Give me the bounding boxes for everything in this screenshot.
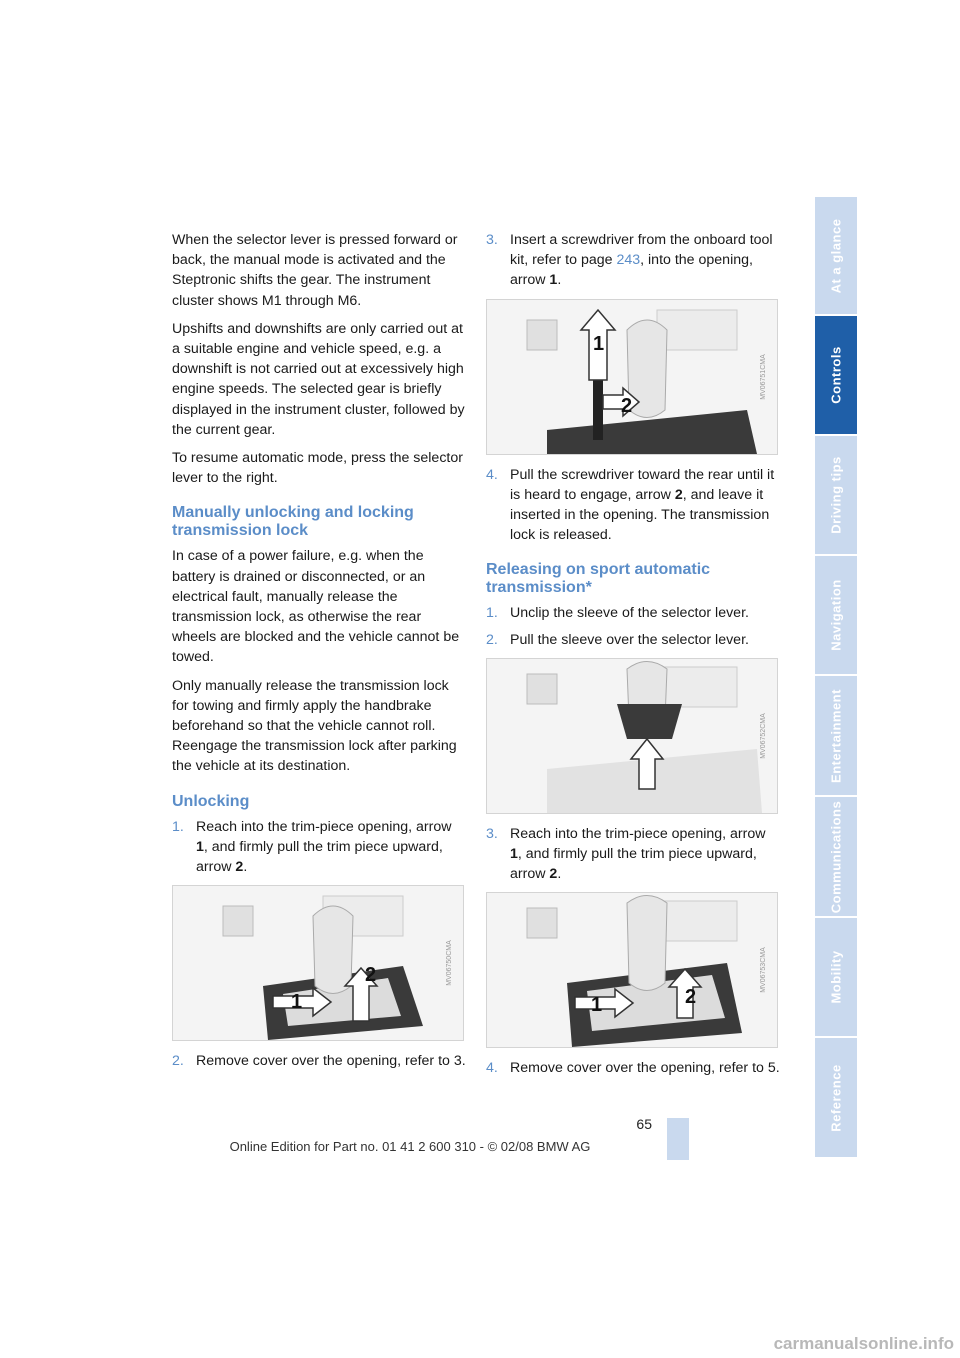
sport-step-4: 4. Remove cover over the opening, refer to 5. bbox=[486, 1058, 780, 1078]
arrow-label-2: 2 bbox=[685, 986, 697, 1009]
figure-code: MV06753CMA bbox=[759, 947, 767, 994]
tab-at-a-glance[interactable]: At a glance bbox=[815, 197, 857, 316]
figure-sport-trim bbox=[486, 892, 778, 1048]
arrow-label-2: 2 bbox=[621, 394, 633, 417]
figure-code: MV06750CMA bbox=[445, 940, 453, 987]
paragraph-power-failure: In case of a power failure, e.g. when the battery is drained or disconnected, or an electrical fault, manually release the transmission lock, as otherwise the rear wheels are blocked and the vehicle cannot be towed. bbox=[172, 548, 460, 666]
figure-screwdriver bbox=[486, 299, 778, 455]
left-column bbox=[172, 230, 466, 1077]
tab-mobility[interactable]: Mobility bbox=[815, 918, 857, 1038]
sport-step-1: 1. Unclip the sleeve of the selector lever. bbox=[486, 603, 780, 623]
page-number-bar bbox=[667, 1118, 689, 1160]
arrow-label-2: 2 bbox=[365, 964, 377, 987]
sport-trim-illustration bbox=[487, 893, 777, 1047]
paragraph-upshifts: Upshifts and downshifts are only carried out at a suitable engine and vehicle speed, e.g. a downshift is not carried out at excessively high engine speeds. The selected gear is briefly displayed in the instrument cluster, followed by the current gear. bbox=[172, 320, 465, 438]
heading-unlocking: Unlocking bbox=[172, 792, 250, 810]
right-column bbox=[486, 230, 780, 1085]
unlock-step-1: 1. Reach into the trim-piece opening, arrow 1, and firmly pull the trim piece upward, arrow 2. bbox=[172, 818, 452, 876]
step-number: 3. bbox=[486, 232, 498, 248]
figure-sleeve bbox=[486, 658, 778, 814]
page-number: 65 bbox=[636, 1116, 652, 1132]
tab-controls[interactable]: Controls bbox=[815, 316, 857, 436]
tab-navigation[interactable]: Navigation bbox=[815, 556, 857, 676]
unlock-step-2: 2. Remove cover over the opening, refer to 3. bbox=[172, 1051, 466, 1071]
arrow-label-1: 1 bbox=[291, 991, 303, 1014]
step-number: 2. bbox=[486, 631, 498, 648]
figure-code: MV06752CMA bbox=[759, 713, 767, 759]
figure-code: MV06751CMA bbox=[759, 353, 767, 400]
watermark: carmanualsonline.info bbox=[773, 1334, 954, 1353]
tab-driving-tips[interactable]: Driving tips bbox=[815, 436, 857, 556]
selector-lever-illustration bbox=[173, 886, 463, 1040]
step-number: 4. bbox=[486, 466, 498, 483]
step-number: 2. bbox=[172, 1053, 184, 1070]
step-number: 1. bbox=[486, 605, 498, 622]
chapter-sidebar bbox=[815, 197, 857, 1159]
step-number: 3. bbox=[486, 825, 498, 842]
paragraph-resume: To resume automatic mode, press the selector lever to the right. bbox=[172, 450, 463, 487]
paragraph-towing: Only manually release the transmission lock for towing and firmly apply the handbrake beforehand so that the vehicle cannot roll. Reengage the transmission lock after parking the vehicle at its destination. bbox=[172, 677, 457, 775]
unlock-step-4: 4. Pull the screwdriver toward the rear until it is heard to engage, arrow 2, and leave it inserted in the opening. The transmission lock is released. bbox=[486, 466, 775, 544]
tab-entertainment[interactable]: Entertainment bbox=[815, 676, 857, 797]
heading-transmission-lock: Manually unlocking and locking transmission lock bbox=[172, 504, 414, 540]
paragraph-manual-mode: When the selector lever is pressed forward or back, the manual mode is activated and the Steptronic shifts the gear. The instrument cluster shows M1 through M6. bbox=[172, 232, 458, 309]
step-number: 4. bbox=[486, 1060, 498, 1077]
unlock-step-3: 3. Insert a screwdriver from the onboard tool kit, refer to page 243, into the opening, arrow 1. bbox=[486, 232, 773, 289]
screwdriver-illustration bbox=[487, 300, 777, 454]
tab-reference[interactable]: Reference bbox=[815, 1038, 857, 1159]
arrow-label-1: 1 bbox=[591, 994, 603, 1017]
figure-trim-piece bbox=[172, 885, 464, 1041]
arrow-label-1: 1 bbox=[593, 332, 605, 355]
step-number: 1. bbox=[172, 818, 184, 835]
sport-step-3: 3. Reach into the trim-piece opening, arrow 1, and firmly pull the trim piece upward, arrow 2. bbox=[486, 825, 766, 883]
tab-communications[interactable]: Communications bbox=[815, 797, 857, 918]
footer-edition: Online Edition for Part no. 01 41 2 600 310 - © 02/08 BMW AG bbox=[229, 1139, 591, 1154]
sport-step-2: 2. Pull the sleeve over the selector lever. bbox=[486, 630, 780, 650]
heading-sport-automatic: Releasing on sport automatic transmission* bbox=[486, 561, 711, 597]
page-link-243[interactable]: 243 bbox=[616, 252, 641, 269]
sleeve-illustration bbox=[487, 659, 777, 813]
